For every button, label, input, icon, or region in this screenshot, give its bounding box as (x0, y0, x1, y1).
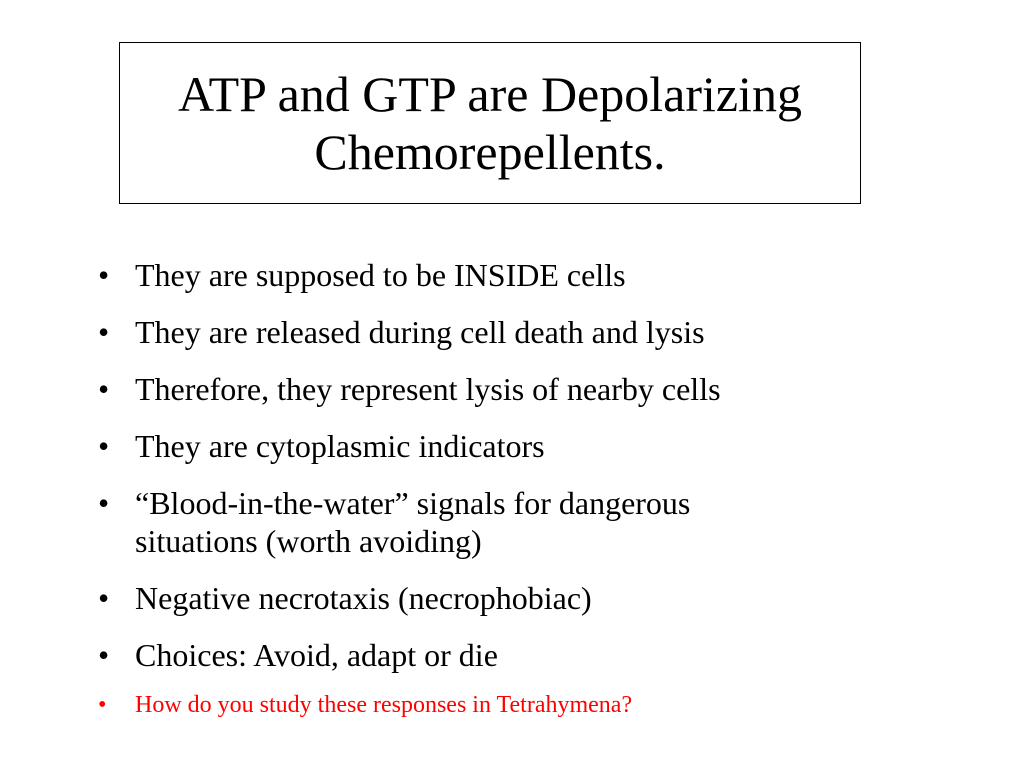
bullet-item-4 (98, 427, 978, 465)
bullet-text: How do you study these responses in Tetrahymena? (135, 692, 633, 718)
slide-title-line-1: ATP and GTP are Depolarizing (178, 66, 802, 122)
bullet-dot-icon: • (98, 371, 110, 407)
slide-title-line-2: Chemorepellents. (314, 124, 666, 180)
bullet-text: They are cytoplasmic indicators (135, 428, 545, 464)
bullet-dot-icon: • (98, 257, 110, 293)
bullet-text: They are released during cell death and lysis (135, 314, 705, 350)
bullet-dot-icon: • (98, 314, 110, 350)
bullet-dot-icon: • (98, 428, 110, 464)
bullet-list (98, 256, 978, 738)
bullet-text: Choices: Avoid, adapt or die (135, 637, 498, 673)
title-box (119, 42, 861, 204)
bullet-text-line-1: “Blood-in-the-water” signals for dangerous (135, 485, 691, 521)
bullet-dot-icon: • (98, 485, 110, 521)
bullet-item-3 (98, 370, 978, 408)
bullet-text-line-2: situations (worth avoiding) (135, 523, 482, 559)
bullet-item-7 (98, 636, 978, 674)
bullet-text: Therefore, they represent lysis of nearby cells (135, 371, 721, 407)
bullet-item-5 (98, 484, 978, 560)
bullet-dot-icon: • (98, 580, 110, 616)
bullet-item-2 (98, 313, 978, 351)
bullet-dot-icon: • (98, 692, 107, 718)
bullet-text: Negative necrotaxis (necrophobiac) (135, 580, 592, 616)
bullet-item-8-question (98, 691, 978, 719)
bullet-item-6 (98, 579, 978, 617)
bullet-text: They are supposed to be INSIDE cells (135, 257, 626, 293)
bullet-dot-icon: • (98, 637, 110, 673)
bullet-item-1 (98, 256, 978, 294)
